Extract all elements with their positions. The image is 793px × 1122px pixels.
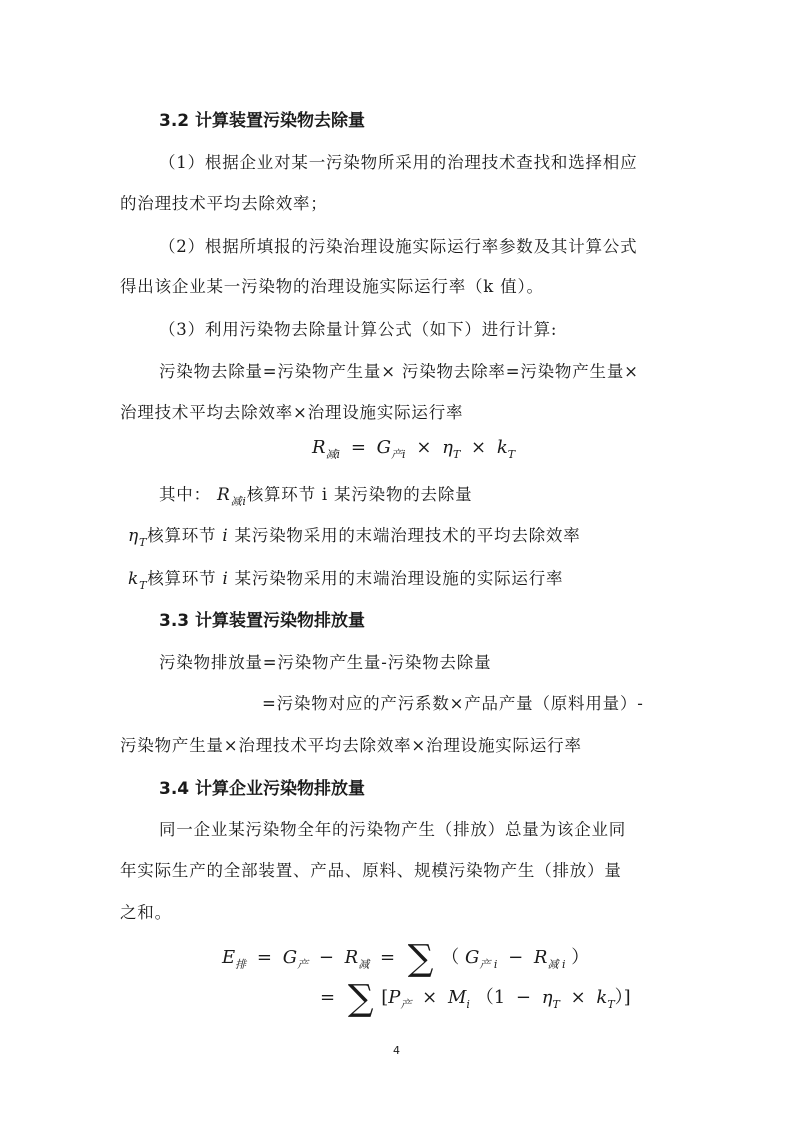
- section-3-3-line-3: 污染物产生量×治理技术平均去除效率×治理设施实际运行率: [120, 736, 582, 755]
- where-k-text-1: 核算环节: [147, 569, 223, 588]
- f2-k-subscript: T: [607, 998, 615, 1011]
- section-3-3-line-1: 污染物排放量=污染物产生量-污染物去除量: [159, 653, 492, 672]
- emission-formula-line-1: [222, 934, 590, 979]
- f1-g2-subscript: 产 i: [479, 958, 498, 971]
- paragraph-4-line-2: 治理技术平均去除效率×治理设施实际运行率: [120, 403, 464, 422]
- section-3-4-heading: 3.4 计算企业污染物排放量: [159, 779, 366, 799]
- f2-sum-symbol: ∑: [347, 978, 374, 1019]
- f2-left-paren: （: [475, 987, 494, 1008]
- f1-minus-2: −: [508, 947, 524, 968]
- f2-eta-symbol: η: [541, 987, 553, 1008]
- f1-left-paren: （: [441, 947, 460, 968]
- emission-formula-line-2: [315, 974, 631, 1019]
- f1-right-paren: ）: [571, 947, 590, 968]
- f2-times: ×: [422, 987, 438, 1008]
- f2-p-symbol: P: [388, 987, 401, 1008]
- removal-formula: [312, 437, 516, 461]
- f1-r2-subscript: 减 i: [547, 958, 566, 971]
- where-k-symbol: k: [128, 569, 140, 589]
- where-eta-text-2: 某污染物采用的末端治理技术的平均去除效率: [228, 526, 581, 545]
- formula-eta-symbol: η: [442, 437, 453, 458]
- where-eta-line: [128, 522, 581, 549]
- where-k-subscript: T: [139, 579, 148, 592]
- section-3-2-heading: 3.2 计算装置污染物去除量: [159, 111, 366, 131]
- f1-g-symbol: G: [282, 947, 298, 968]
- f2-right-bracket: ]: [623, 987, 631, 1008]
- f1-sum-symbol: ∑: [407, 938, 434, 979]
- section-3-4-line-2: 年实际生产的全部装置、产品、原料、规模污染物产生（排放）量: [120, 861, 622, 880]
- section-3-4-line-3: 之和。: [120, 903, 172, 922]
- paragraph-1-line-1: （1）根据企业对某一污染物所采用的治理技术查找和选择相应: [159, 153, 638, 172]
- formula-times-2: ×: [471, 437, 487, 458]
- section-3-3-line-2: =污染物对应的产污系数×产品产量（原料用量）-: [262, 694, 644, 713]
- f2-m-subscript: i: [466, 998, 470, 1011]
- f1-e-subscript: 排: [235, 958, 247, 971]
- where-r-symbol: R: [216, 485, 231, 505]
- formula-g-symbol: G: [376, 437, 392, 458]
- where-eta-symbol: η: [128, 526, 139, 546]
- f1-equals-2: =: [379, 947, 396, 968]
- f2-m-symbol: M: [447, 987, 467, 1008]
- formula-equals: =: [350, 437, 366, 458]
- f2-minus: −: [515, 987, 531, 1008]
- paragraph-2-line-2: 得出该企业某一污染物的治理设施实际运行率（k 值）。: [120, 277, 544, 296]
- paragraph-1-line-2: 的治理技术平均去除效率；: [120, 194, 328, 213]
- paragraph-3: （3）利用污染物去除量计算公式（如下）进行计算:: [159, 320, 558, 339]
- f2-one: 1: [493, 987, 506, 1008]
- f2-k-symbol: k: [596, 987, 608, 1008]
- f1-equals: =: [256, 947, 272, 968]
- formula-eta-subscript: T: [452, 448, 461, 461]
- f1-g-subscript: 产: [297, 958, 309, 971]
- page-number: 4: [393, 1044, 400, 1057]
- f1-e-symbol: E: [222, 947, 236, 968]
- formula-k-symbol: k: [496, 437, 508, 458]
- f2-eta-subscript: T: [552, 998, 560, 1011]
- f1-minus: −: [318, 947, 334, 968]
- paragraph-4-line-1: 污染物去除量=污染物产生量× 污染物去除率=污染物产生量×: [159, 362, 639, 381]
- where-eta-text-1: 核算环节: [147, 526, 223, 545]
- where-k-text-2: 某污染物采用的末端治理设施的实际运行率: [228, 569, 564, 588]
- where-r-subscript: 减i: [230, 495, 247, 508]
- formula-times-1: ×: [416, 437, 432, 458]
- where-eta-i: i: [222, 526, 229, 545]
- where-eta-subscript: T: [139, 536, 148, 549]
- paragraph-2-line-1: （2）根据所填报的污染治理设施实际运行率参数及其计算公式: [159, 237, 638, 256]
- f2-p-subscript: 产: [400, 998, 412, 1011]
- f2-equals: =: [320, 987, 336, 1008]
- section-3-4-line-1: 同一企业某污染物全年的污染物产生（排放）总量为该企业同: [159, 820, 627, 839]
- formula-r-subscript: 减i: [325, 448, 341, 461]
- section-3-3-heading: 3.3 计算装置污染物排放量: [159, 611, 366, 631]
- formula-r-symbol: R: [312, 437, 326, 458]
- where-prefix: 其中：: [159, 485, 211, 504]
- f1-r2-symbol: R: [533, 947, 548, 968]
- where-r-line: [159, 481, 473, 508]
- f1-r-symbol: R: [344, 947, 359, 968]
- f1-g2-symbol: G: [464, 947, 480, 968]
- f1-r-subscript: 减: [358, 958, 370, 971]
- where-r-text: 核算环节 i 某污染物的去除量: [246, 485, 473, 504]
- formula-k-subscript: T: [507, 448, 516, 461]
- f2-times-2: ×: [570, 987, 586, 1008]
- formula-g-subscript: 产i: [391, 448, 406, 461]
- f2-right-paren: ）: [614, 987, 624, 1008]
- f2-left-bracket: [: [381, 987, 389, 1008]
- where-k-line: [128, 565, 564, 592]
- where-k-i: i: [222, 569, 229, 588]
